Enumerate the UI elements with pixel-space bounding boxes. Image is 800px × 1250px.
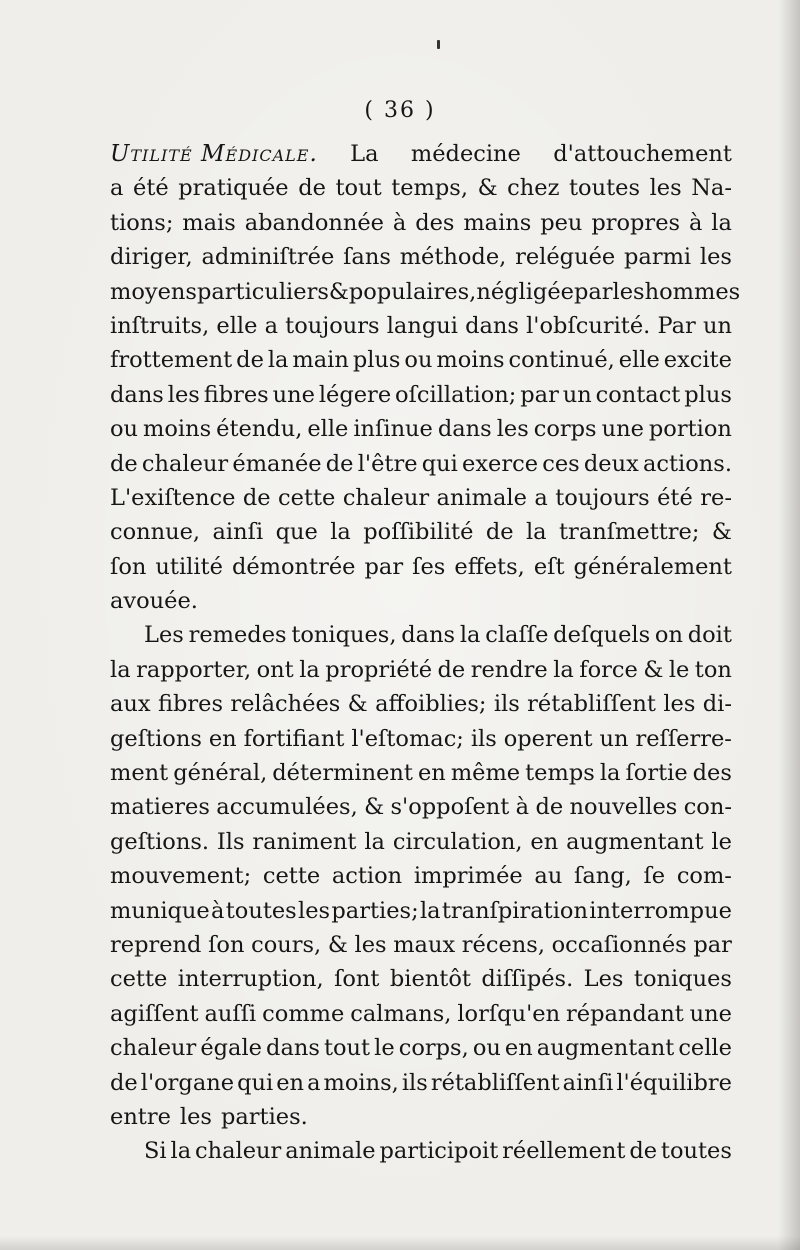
word: étendu, [216,416,303,443]
word: les [649,175,682,202]
word: agiſſent [110,1000,199,1027]
word: en [276,1069,305,1096]
text-line [110,412,732,446]
word: à [392,209,407,236]
word: geſtions [110,725,202,752]
word: les [612,278,645,305]
word: contact [595,381,681,408]
word: con- [683,794,732,821]
word: même [450,760,521,787]
word: & [327,931,348,958]
word: & [347,691,368,718]
word: ſont [334,966,380,993]
word: les [298,897,331,924]
text-line [110,722,732,756]
word: diſſipés. [481,966,574,993]
word: force [579,656,638,683]
word: d'attouchement [553,141,732,167]
word: en [530,828,559,855]
word: été [657,484,693,511]
text-line [110,1100,732,1134]
word: égale [200,1035,262,1062]
word: peu [540,209,583,236]
word: de [535,794,564,821]
word: dans [110,381,164,408]
word: moins, [323,1069,399,1096]
word: la [110,656,131,683]
word: négligée [476,278,574,305]
word: généralement [573,553,732,580]
word: rapporter, [136,656,252,683]
word: operent [503,725,593,752]
word: la [364,828,385,855]
word: propriété [325,656,433,683]
word: chaleur [342,484,430,511]
word: les [167,381,200,408]
word: & [643,656,664,683]
text-line [110,550,732,584]
word: matieres [110,794,210,821]
word: récens, [461,931,545,958]
word: démontrée [231,553,356,580]
word: raniment [252,828,357,855]
text-line [110,481,732,515]
word: re- [700,484,732,511]
page-edge-shadow-right [778,0,800,1250]
word: ils [493,691,520,718]
word: plus [352,347,401,374]
word: Na- [691,175,732,202]
text-line [110,928,732,962]
word: tranſmettre; [559,519,700,546]
word: que [275,519,318,546]
word: tout [335,175,382,202]
word: a [307,1069,321,1096]
word: inſinue [353,416,433,443]
word: toniques [633,966,732,993]
word: exerce [462,450,539,477]
word: adminiſtrée [201,244,335,271]
text-line [110,756,732,790]
word: médecine [410,141,521,167]
word: deſquels [553,622,651,649]
text-line [110,653,732,687]
word: des [692,760,732,787]
word: ou [404,347,433,374]
word: les [354,931,387,958]
word: l'équilibre [616,1069,732,1096]
word: ſang, [574,863,632,890]
word: l'obſcurité. [526,312,651,339]
word: a [534,484,548,511]
word: corps [533,416,597,443]
word: méthode, [399,244,507,271]
word: circulation, [392,828,523,855]
word: celle [678,1035,732,1062]
word: une [601,416,644,443]
word: rétabliſſent [527,691,656,718]
text-line [110,618,732,652]
word: entre [110,1103,171,1130]
word: l'organe [140,1069,235,1096]
word: reſſerre- [635,725,732,752]
word: parties; [331,897,419,924]
word: utilité [155,553,223,580]
word: langui [386,312,458,339]
word: déterminent [272,760,413,787]
word: a [110,175,124,202]
word: de [325,450,354,477]
word: de [236,347,264,374]
text-line [110,343,732,377]
section-heading: Utilité Médicale. [110,141,318,167]
text-line [110,962,732,996]
word: chaleur [110,1035,197,1062]
page-number: ( 36 ) [364,98,436,123]
text-line [110,171,732,205]
word: & [711,519,732,546]
word: toutes [569,175,640,202]
word: ainſi [562,1069,614,1096]
word: un [562,381,592,408]
word: & [364,794,385,821]
word: ou [110,416,139,443]
word: toujours [285,312,380,339]
word: la [599,760,621,787]
word: doit [687,622,732,649]
word: à [515,794,530,821]
word: elle [216,312,258,339]
word: la [459,622,481,649]
word: moins [436,347,505,374]
word: parmi [624,244,692,271]
word: ainſi [212,519,264,546]
word: continué, [508,347,615,374]
word: émanée [232,450,322,477]
word: temps [525,760,595,787]
word: un [599,725,629,752]
word: affoiblies; [375,691,487,718]
word: mais [182,209,236,236]
word: la [711,209,732,236]
text-line [110,447,732,481]
word: toniques, [291,622,397,649]
word: on [654,622,683,649]
word: populaires, [348,278,477,305]
word: comme [262,1000,345,1027]
word: toujours [555,484,650,511]
word: cette [278,484,336,511]
word: avouée. [110,588,198,615]
word: bientôt [389,966,471,993]
word: chaleur [195,1138,282,1165]
word: au [534,863,563,890]
word: occaſionnés [551,931,687,958]
text-line [110,206,732,240]
text-line [110,997,732,1031]
text-line [110,1134,732,1168]
word: la [170,1138,192,1165]
word: des [415,209,455,236]
word: le [668,656,690,683]
word: diriger, [110,244,193,271]
word: à [688,209,703,236]
text-line [110,859,732,893]
word: de [629,1138,658,1165]
word: auſſi [204,1000,257,1027]
word: répandant [566,1000,684,1027]
word: l'être [357,450,418,477]
word: inſtruits, [110,312,210,339]
word: elle [307,416,349,443]
ink-speck [437,40,440,49]
word: animale [285,1138,376,1165]
word: augmentant [536,1035,675,1062]
word: mains [463,209,532,236]
word: toutes [660,1138,732,1165]
word: plus [684,381,732,408]
word: par [693,931,732,958]
word: portion [648,416,732,443]
word: a [264,312,279,339]
word: particuliers [196,278,329,305]
text-line [110,1031,732,1065]
word: corps, [398,1035,469,1062]
word: fortifiant [243,725,345,752]
word: de [298,175,326,202]
text-line [110,825,732,859]
word: de [110,1069,138,1096]
word: s'oppoſent [390,794,510,821]
word: la [419,897,441,924]
word: par [364,553,404,580]
word: en [417,760,446,787]
word: participoit [379,1138,499,1165]
word: elle [618,347,660,374]
word: ont [256,656,294,683]
word: munique [110,897,210,924]
text-line [110,894,732,928]
word: un [702,312,732,339]
text-line [110,137,732,171]
word: la [525,519,547,546]
word: main [292,347,349,374]
word: cours, [251,931,322,958]
word: cette [262,863,321,890]
word: les [699,244,732,271]
word: ils [401,1069,428,1096]
word: mouvement; [110,863,252,890]
word: Si [144,1138,167,1165]
word: général, [173,760,268,787]
word: propres [591,209,681,236]
word: ton [694,656,732,683]
word: parties. [220,1103,308,1130]
word: ils [470,725,497,752]
word: été [133,175,169,202]
word: maux [393,931,456,958]
text-line [110,309,732,343]
word: fibres [203,381,269,408]
word: interruption, [177,966,324,993]
word: par [520,381,559,408]
word: ſans [343,244,391,271]
word: la [553,656,574,683]
word: en [208,725,237,752]
word: & [328,278,349,305]
word: pratiquée [178,175,289,202]
word: di- [702,691,732,718]
word: l'eſtomac; [351,725,464,752]
text-line [110,790,732,824]
word: nouvelles [569,794,678,821]
word: ſon [208,931,245,958]
word: oſcillation; [395,381,517,408]
word: le [374,1035,395,1062]
word: calmans, [350,1000,452,1027]
word: cette [110,966,168,993]
word: effets, [454,553,525,580]
word: une [272,381,315,408]
word: reléguée [515,244,616,271]
word: à [211,897,225,924]
text-line [110,515,732,549]
word: le [711,828,732,855]
word: tranſpiration [441,897,588,924]
word: ces [542,450,580,477]
word: la [267,347,289,374]
text-line [110,240,732,274]
page-edge-shadow-bottom [0,1236,800,1250]
text-line [110,378,732,412]
word: interrompue [589,897,732,924]
word: action [331,863,403,890]
word: qui [421,450,458,477]
word: ment [110,760,169,787]
word: dans [266,1035,320,1062]
word: claſſe [485,622,549,649]
word: reprend [110,931,202,958]
text-line [110,687,732,721]
word: poſſibilité [363,519,474,546]
word: ſe [643,863,666,890]
word: eſt [533,553,565,580]
word: imprimée [413,863,523,890]
word: la [330,519,351,546]
text-line [110,275,741,309]
word: de [485,519,514,546]
word: dans [437,416,492,443]
word: réellement [502,1138,626,1165]
word: ſes [412,553,446,580]
word: accumulées, [216,794,358,821]
word: en [504,1035,533,1062]
word: de [110,450,138,477]
word: rétabliſſent [430,1069,560,1096]
word: chaleur [141,450,229,477]
word: L'exiſtence [110,484,236,511]
word: La [350,141,379,167]
word: frottement [110,347,233,374]
word: ſortie [625,760,688,787]
word: par [573,278,613,305]
word: la [299,656,320,683]
word: relâchées [230,691,341,718]
word: qui [237,1069,274,1096]
word: fibres [157,691,223,718]
word: toutes [225,897,297,924]
word: hommes [644,278,741,305]
word: excite [663,347,732,374]
text-line [110,584,732,618]
word: abandonnée [244,209,384,236]
word: tions; [110,209,174,236]
word: & [477,175,498,202]
word: remedes [188,622,287,649]
word: ſon [110,553,147,580]
word: les [496,416,529,443]
word: les [663,691,696,718]
word: Ils [216,828,245,855]
word: augmentant [566,828,704,855]
word: deux [583,450,639,477]
word: chez [507,175,560,202]
word: une [689,1000,732,1027]
word: de [437,656,466,683]
word: Par [657,312,696,339]
word: lorſqu'en [457,1000,561,1027]
word: aux [110,691,151,718]
word: ou [472,1035,501,1062]
word: com- [676,863,732,890]
word: dans [465,312,519,339]
word: actions. [643,450,732,477]
word: tout [323,1035,371,1062]
word: moins [143,416,212,443]
word: Les [144,622,184,649]
word: de [242,484,271,511]
word: geſtions. [110,828,210,855]
word: animale [436,484,527,511]
word: légere [318,381,392,408]
text-line [110,1066,732,1100]
word: Les [583,966,624,993]
body-text [110,137,741,1169]
word: temps, [391,175,468,202]
word: connue, [110,519,201,546]
word: moyens [110,278,197,305]
word: rendre [470,656,548,683]
word: dans [401,622,456,649]
word: les [179,1103,212,1130]
